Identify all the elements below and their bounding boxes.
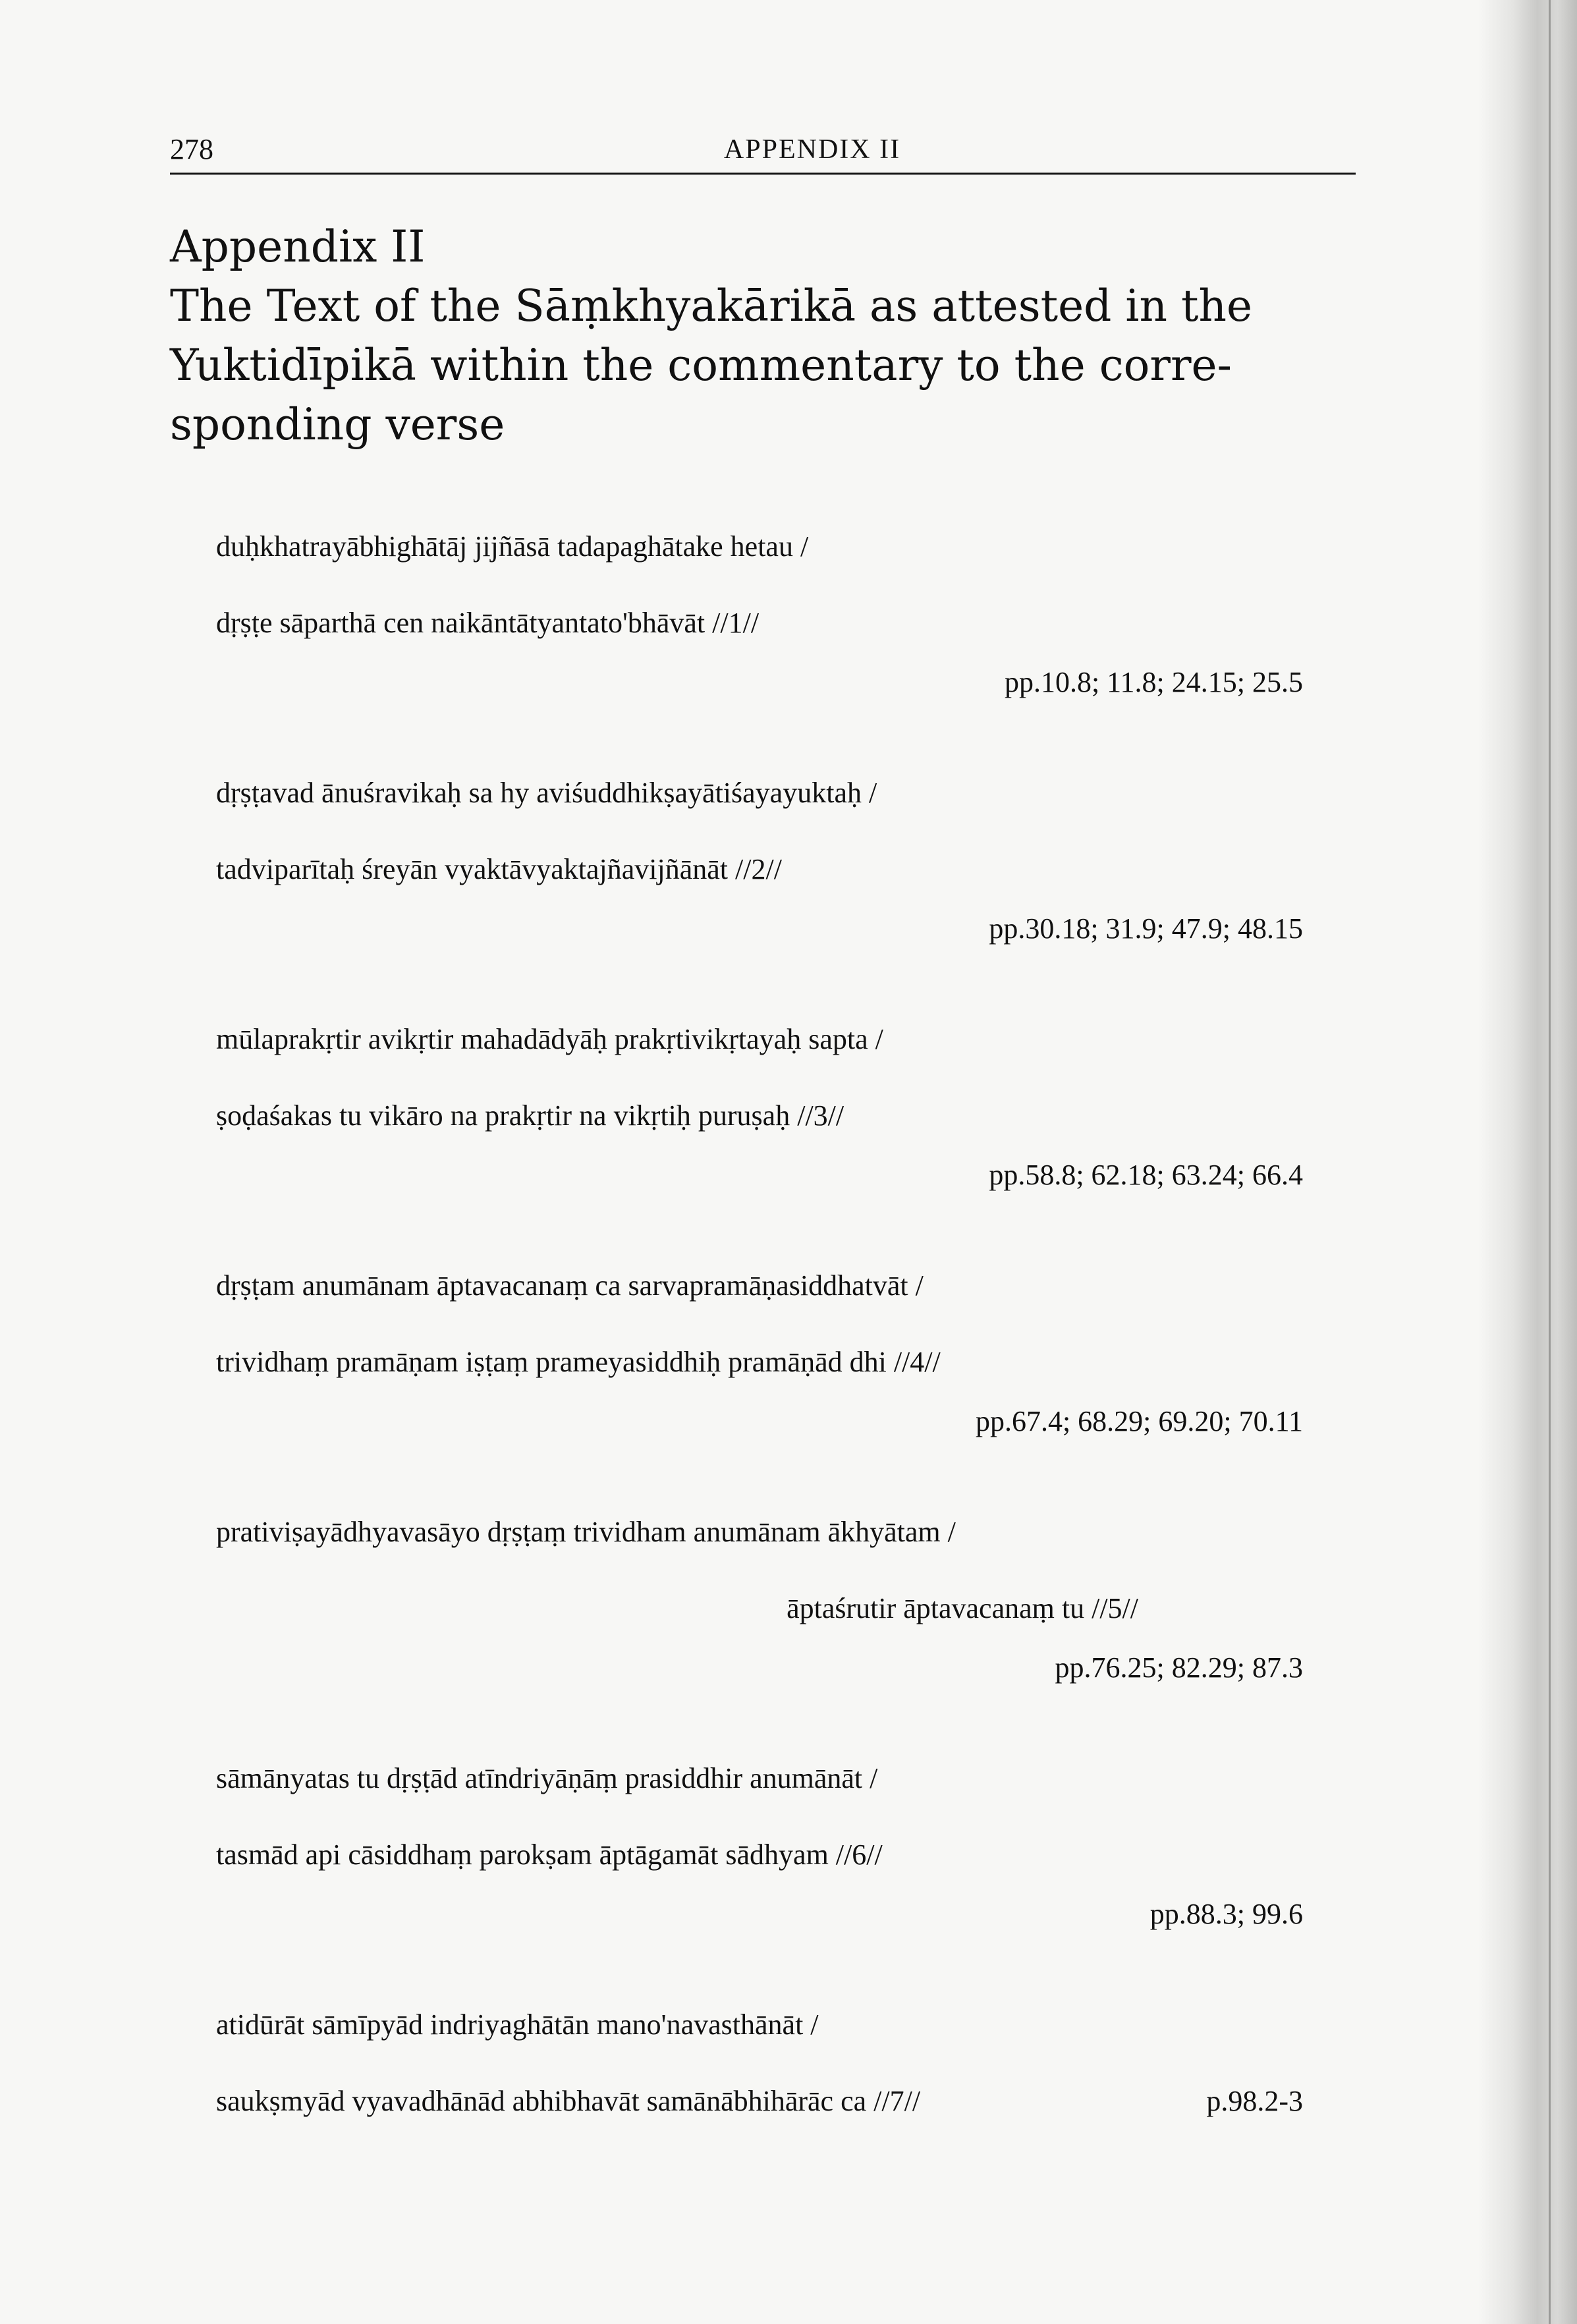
heading-line-4: sponding verse bbox=[170, 399, 505, 450]
verse-line: duḥkhatrayābhighātāj jijñāsā tadapaghātake hetau / bbox=[216, 530, 809, 563]
verse-entry-7 bbox=[216, 2005, 1303, 2121]
verse-line: dṛṣṭam anumānam āptavacanaṃ ca sarvapramāṇasiddhatvāt / bbox=[216, 1269, 924, 1302]
verse-last-line bbox=[216, 2082, 1303, 2121]
verse-line: tasmād api cāsiddhaṃ parokṣam āptāgamāt sādhyam //6// bbox=[216, 1839, 883, 1871]
page-edge-line bbox=[1549, 0, 1551, 2324]
verse-line: trividhaṃ pramāṇam iṣṭaṃ prameyasiddhiḥ pramāṇād dhi //4// bbox=[216, 1346, 941, 1378]
verse-line: atidūrāt sāmīpyād indriyaghātān mano'navasthānāt / bbox=[216, 2008, 819, 2041]
verse-references: pp.67.4; 68.29; 69.20; 70.11 bbox=[975, 1405, 1303, 1437]
verse-references: pp.10.8; 11.8; 24.15; 25.5 bbox=[1004, 666, 1303, 698]
verse-entry-5 bbox=[216, 1512, 1303, 1688]
verse-line: tadviparītaḥ śreyān vyaktāvyaktajñavijñānāt //2// bbox=[216, 853, 782, 885]
verse-references: pp.30.18; 31.9; 47.9; 48.15 bbox=[989, 912, 1303, 945]
page-edge-shadow bbox=[1478, 0, 1577, 2324]
verse-references: p.98.2-3 bbox=[1206, 2085, 1303, 2117]
verse-entry-1 bbox=[216, 527, 1303, 702]
verse-line: saukṣmyād vyavadhānād abhibhavāt samānābhihārāc ca //7// bbox=[216, 2085, 921, 2117]
heading-line-1: Appendix II bbox=[170, 221, 426, 272]
verse-line: mūlaprakṛtir avikṛtir mahadādyāḥ prakṛtivikṛtayaḥ sapta / bbox=[216, 1023, 883, 1055]
page-number: 278 bbox=[170, 133, 213, 165]
running-title: APPENDIX II bbox=[723, 134, 901, 165]
heading-line-3: Yuktidīpikā within the commentary to the corre- bbox=[170, 340, 1232, 391]
verse-references: pp.76.25; 82.29; 87.3 bbox=[1055, 1651, 1303, 1684]
verse-line: prativiṣayādhyavasāyo dṛṣṭaṃ trividham anumānam ākhyātam / bbox=[216, 1516, 956, 1548]
verse-line: dṛṣṭavad ānuśravikaḥ sa hy aviśuddhikṣayātiśayayuktaḥ / bbox=[216, 777, 877, 809]
verse-entry-4 bbox=[216, 1266, 1303, 1441]
verse-line: dṛṣṭe sāparthā cen naikāntātyantato'bhāvāt //1// bbox=[216, 607, 760, 639]
running-header bbox=[170, 126, 1356, 175]
verse-entry-3 bbox=[216, 1020, 1303, 1195]
verse-entry-2 bbox=[216, 773, 1303, 949]
verse-list bbox=[216, 527, 1303, 2192]
verse-entry-6 bbox=[216, 1759, 1303, 1934]
verse-line: ṣoḍaśakas tu vikāro na prakṛtir na vikṛtiḥ puruṣaḥ //3// bbox=[216, 1099, 844, 1132]
verse-line: sāmānyatas tu dṛṣṭād atīndriyāṇāṃ prasiddhir anumānāt / bbox=[216, 1762, 878, 1794]
appendix-heading bbox=[170, 217, 1369, 455]
verse-references: pp.88.3; 99.6 bbox=[1149, 1898, 1303, 1930]
heading-line-2: The Text of the Sāṃkhyakārikā as attested in the bbox=[170, 281, 1253, 331]
verse-references: pp.58.8; 62.18; 63.24; 66.4 bbox=[989, 1159, 1303, 1191]
verse-line: āptaśrutir āptavacanaṃ tu //5// bbox=[787, 1592, 1138, 1624]
